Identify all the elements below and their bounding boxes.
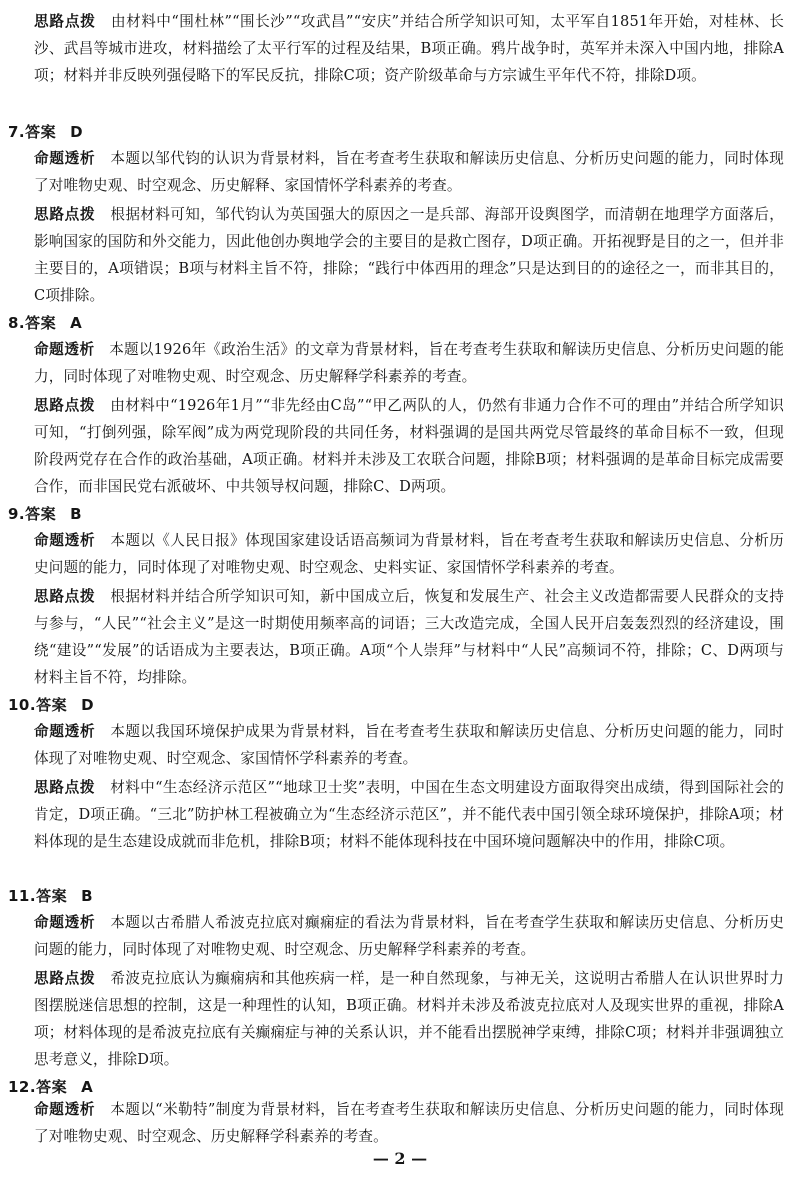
analysis-heading: 思路点拨	[34, 206, 96, 223]
answer-label: 答案	[25, 314, 57, 332]
q8-answer-line	[8, 313, 82, 333]
analysis-text: 根据材料并结合所学知识可知，新中国成立后，恢复和发展生产、社会主义改造都需要人民群众的支持与参与，“人民”“社会主义”是这一时期使用频率高的词语；三大改造完成，全国人民开启轰轰烈烈的经济建设，围绕“建设”“发展”的话语成为主要表达，B项正确。A项“个人崇拜”与材料中“人民”高频词不符，排除；C、D两项与材料主旨不符，均排除。	[34, 588, 784, 686]
answer-label: 答案	[25, 123, 57, 141]
answer-label: 答案	[25, 505, 57, 523]
q11-analysis-paragraph	[34, 965, 784, 1073]
question-number: 7.	[8, 123, 26, 141]
q7-intent-paragraph	[34, 145, 784, 199]
intent-heading: 命题透析	[34, 341, 95, 358]
q8-intent-paragraph	[34, 336, 784, 390]
q8-analysis-paragraph	[34, 392, 784, 500]
answer-value: A	[81, 1078, 94, 1096]
q9-analysis-paragraph	[34, 583, 784, 691]
q7-answer-line	[8, 122, 83, 142]
q10-intent-paragraph	[34, 718, 784, 772]
q10-analysis-paragraph	[34, 774, 784, 855]
q11-intent-paragraph	[34, 909, 784, 963]
q6-analysis-paragraph	[34, 8, 784, 89]
intent-text: 本题以1926年《政治生活》的文章为背景材料，旨在考查考生获取和解读历史信息、分析历史问题的能力，同时体现了对唯物史观、时空观念、历史解释学科素养的考查。	[34, 341, 784, 385]
analysis-text: 由材料中“1926年1月”“非先经由C岛”“甲乙两队的人，仍然有非通力合作不可的理由”并结合所学知识可知，“打倒列强，除军阀”成为两党现阶段的共同任务，材料强调的是国共两党尽管最终的革命目标不一致，但现阶段两党存在合作的政治基础，A项正确。材料并未涉及工农联合问题，排除B项；材料强调的是革命目标完成需要合作，而非国民党右派破坏、中共领导权问题，排除C、D两项。	[34, 397, 784, 495]
answer-label: 答案	[36, 1078, 68, 1096]
analysis-text: 根据材料可知，邹代钧认为英国强大的原因之一是兵部、海部开设舆图学，而清朝在地理学方面落后，影响国家的国防和外交能力，因此他创办舆地学会的主要目的是救亡图存，D项正确。开拓视野是目的之一，但并非主要目的，A项错误；B项与材料主旨不符，排除；“践行中体西用的理念”只是达到目的的途径之一，而非其目的，C项排除。	[34, 206, 784, 304]
answer-label: 答案	[36, 887, 68, 905]
intent-text: 本题以邹代钧的认识为背景材料，旨在考查考生获取和解读历史信息、分析历史问题的能力，同时体现了对唯物史观、时空观念、历史解释、家国情怀学科素养的考查。	[34, 150, 784, 194]
intent-text: 本题以古希腊人希波克拉底对癫痫症的看法为背景材料，旨在考查学生获取和解读历史信息、分析历史问题的能力，同时体现了对唯物史观、时空观念、历史解释学科素养的考查。	[34, 914, 784, 958]
intent-text: 本题以我国环境保护成果为背景材料，旨在考查考生获取和解读历史信息、分析历史问题的能力，同时体现了对唯物史观、时空观念、家国情怀学科素养的考查。	[34, 723, 784, 767]
q11-answer-line	[8, 886, 93, 906]
q7-analysis-paragraph	[34, 201, 784, 309]
question-number: 9.	[8, 505, 26, 523]
intent-heading: 命题透析	[34, 914, 96, 931]
analysis-text: 希波克拉底认为癫痫病和其他疾病一样，是一种自然现象，与神无关，这说明古希腊人在认识世界时力图摆脱迷信思想的控制，这是一种理性的认知，B项正确。材料并未涉及希波克拉底对人及现实世界的重视，排除A项；材料体现的是希波克拉底有关癫痫症与神的关系认识，并不能看出摆脱神学束缚，排除C项；材料并非强调独立思考意义，排除D项。	[34, 970, 784, 1068]
q9-intent-paragraph	[34, 527, 784, 581]
q12-answer-line	[8, 1077, 93, 1097]
q9-answer-line	[8, 504, 82, 524]
analysis-text: 材料中“生态经济示范区”“地球卫士奖”表明，中国在生态文明建设方面取得突出成绩，得到国际社会的肯定，D项正确。“三北”防护林工程被确立为“生态经济示范区”，并不能代表中国引领全球环境保护，排除A项；材料体现的是生态建设成就而非危机，排除B项；材料不能体现科技在中国环境问题解决中的作用，排除C项。	[34, 779, 784, 850]
analysis-text: 由材料中“围杜林”“围长沙”“攻武昌”“安庆”并结合所学知识可知，太平军自1851年开始，对桂林、长沙、武昌等城市进攻，材料描绘了太平行军的过程及结果，B项正确。鸦片战争时，英军并未深入中国内地，排除A项；材料并非反映列强侵略下的军民反抗，排除C项；资产阶级革命与方宗诚生平年代不符，排除D项。	[34, 13, 784, 84]
answer-label: 答案	[36, 696, 68, 714]
intent-heading: 命题透析	[34, 532, 96, 549]
q10-answer-line	[8, 695, 94, 715]
answer-value: B	[81, 887, 94, 905]
intent-text: 本题以“米勒特”制度为背景材料，旨在考查考生获取和解读历史信息、分析历史问题的能力，同时体现了对唯物史观、时空观念、历史解释学科素养的考查。	[34, 1101, 784, 1145]
question-number: 10.	[8, 696, 37, 714]
answer-value: D	[70, 123, 84, 141]
intent-heading: 命题透析	[34, 1101, 96, 1118]
intent-heading: 命题透析	[34, 150, 96, 167]
intent-text: 本题以《人民日报》体现国家建设话语高频词为背景材料，旨在考查考生获取和解读历史信息、分析历史问题的能力，同时体现了对唯物史观、时空观念、史料实证、家国情怀学科素养的考查。	[34, 532, 784, 576]
analysis-heading: 思路点拨	[34, 588, 96, 605]
analysis-heading: 思路点拨	[34, 397, 96, 414]
answer-value: A	[70, 314, 83, 332]
analysis-heading: 思路点拨	[34, 970, 96, 987]
analysis-heading: 思路点拨	[34, 779, 96, 796]
q12-intent-paragraph	[34, 1096, 784, 1150]
intent-heading: 命题透析	[34, 723, 96, 740]
answer-value: D	[81, 696, 95, 714]
answer-value: B	[70, 505, 83, 523]
question-number: 12.	[8, 1078, 37, 1096]
question-number: 8.	[8, 314, 26, 332]
analysis-heading: 思路点拨	[34, 13, 96, 30]
page-number: — 2 —	[372, 1149, 428, 1168]
question-number: 11.	[8, 887, 37, 905]
